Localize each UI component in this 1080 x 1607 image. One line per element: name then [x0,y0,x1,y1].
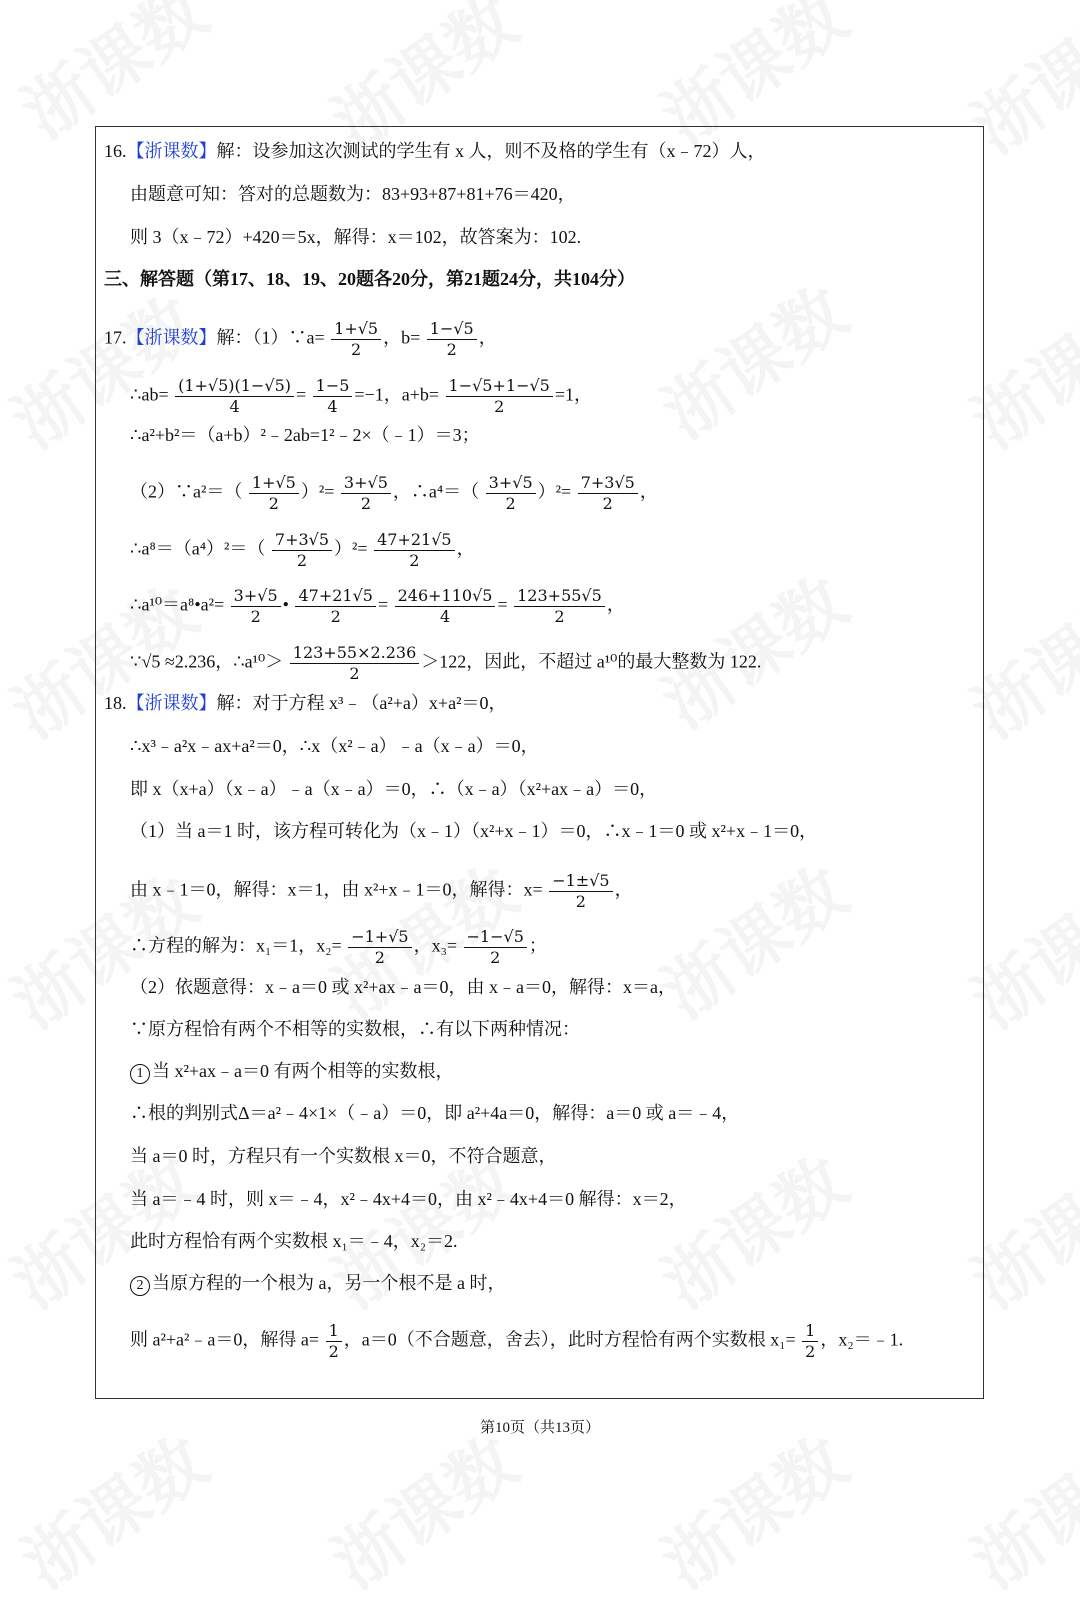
q18-line14: 2 当原方程的一个根为 a，另一个根不是 a 时， [130,1272,505,1296]
brand-tag: 【浙课数】 [126,141,217,161]
q17-line1: 17.【浙课数】解：（1）∵a= $\frac{1+√5}{2}$ ，b= $\frac{1-√5}{2}$ ， [104,319,497,359]
q18-line4: （1）当 a＝1 时，该方程可转化为（x﹣1）（x²+x﹣1）＝0，∴x﹣1＝0 或 x²+x﹣1＝0， [130,821,818,841]
q17-line4: （2）∵a²＝（ $\frac{1+√5}{2}$ ）²= $\frac{3+√5}{2}$ ，∴a⁴＝（ $\frac{3+√5}{2}$ ）²= $\frac{7+3√5}{2}$ ， [130,473,658,513]
q18-line6: ∴方程的解为：x₁＝1，x₂= $\frac{-1+√5}{2}$ ，x₃= $\frac{-1-√5}{2}$ ； [130,927,547,967]
page-footer: 第10页（共13页） [479,1420,600,1436]
q18-line12: 当 a＝﹣4 时，则 x＝﹣4，x²﹣4x+4＝0，由 x²﹣4x+4＝0 解得：x＝2， [130,1189,687,1209]
q18-line2: ∴x³﹣a²x﹣ax+a²＝0，∴x（x²﹣a）﹣a（x﹣a）＝0， [130,736,539,756]
q18-line10: ∴根的判别式Δ＝a²﹣4×1×（﹣a）＝0，即 a²+4a＝0，解得：a＝0 或 a＝﹣4， [130,1103,740,1123]
q18-line8: ∵原方程恰有两个不相等的实数根，∴有以下两种情况： [130,1019,580,1039]
q18-line5: 由 x﹣1＝0，解得：x＝1，由 x²+x﹣1＝0，解得：x= $\frac{-1\pm√5}{2}$ ， [130,871,633,911]
q18-line9: 1 当 x²+ax﹣a＝0 有两个相等的实数根， [130,1060,454,1084]
q18-line15: 则 a²+a²﹣a＝0，解得 a= $\frac{1}{2}$ ，a＝0（不合题意，舍去），此时方程恰有两个实数根 x₁= $\frac{1}{2}$ ，x₂＝﹣1. [130,1321,904,1361]
q18-line1: 18.【浙课数】解：对于方程 x³﹣（a²+a）x+a²＝0， [104,693,507,713]
q17-line2: ∴ab= $\frac{(1+√5)(1-√5)}{4}$ = $\frac{1-5}{4}$ =−1，a+b= $\frac{1-√5+1-√5}{2}$ =1， [130,376,592,416]
circled-two: 2 [130,1276,150,1296]
q17-line3: ∴a²+b²＝（a+b）²﹣2ab=1²﹣2×（﹣1）＝3； [130,425,480,445]
section-heading: 三、解答题（第17、18、19、20题各20分，第21题24分，共104分） [104,269,635,289]
q17-line7: ∵√5 ≈2.236，∴a¹⁰＞ $\frac{123+55\times 2.236}{2}$ ＞122，因此，不超过 a¹⁰的最大整数为 122. [130,643,762,683]
q18-line11: 当 a＝0 时，方程只有一个实数根 x＝0，不符合题意， [130,1146,557,1166]
q17-line5: ∴a⁸＝（a⁴）²＝（ $\frac{7+3√5}{2}$ ）²= $\frac{47+21√5}{2}$ ， [130,530,475,570]
q16-line3: 则 3（x﹣72）+420＝5x，解得：x＝102，故答案为：102. [130,227,582,247]
q18-line7: （2）依题意得：x﹣a＝0 或 x²+ax﹣a＝0，由 x﹣a＝0，解得：x＝a， [130,977,676,997]
q16-line2: 由题意可知：答对的总题数为：83+93+87+81+76＝420， [130,184,576,204]
q17-line6: ∴a¹⁰＝a⁸•a²= $\frac{3+√5}{2}$ • $\frac{47+21√5}{2}$ = $\frac{246+110√5}{4}$ = $\frac{123+55√5}{2}$ ， [130,586,625,626]
q18-line13: 此时方程恰有两个实数根 x₁＝﹣4，x₂＝2. [130,1231,458,1251]
q16-line1: 16.【浙课数】解：设参加这次测试的学生有 x 人，则不及格的学生有（x﹣72）人， [104,141,766,161]
q18-line3: 即 x（x+a）（x﹣a）﹣a（x﹣a）＝0，∴（x﹣a）（x²+ax﹣a）＝0， [130,779,658,799]
circled-one: 1 [130,1064,150,1084]
